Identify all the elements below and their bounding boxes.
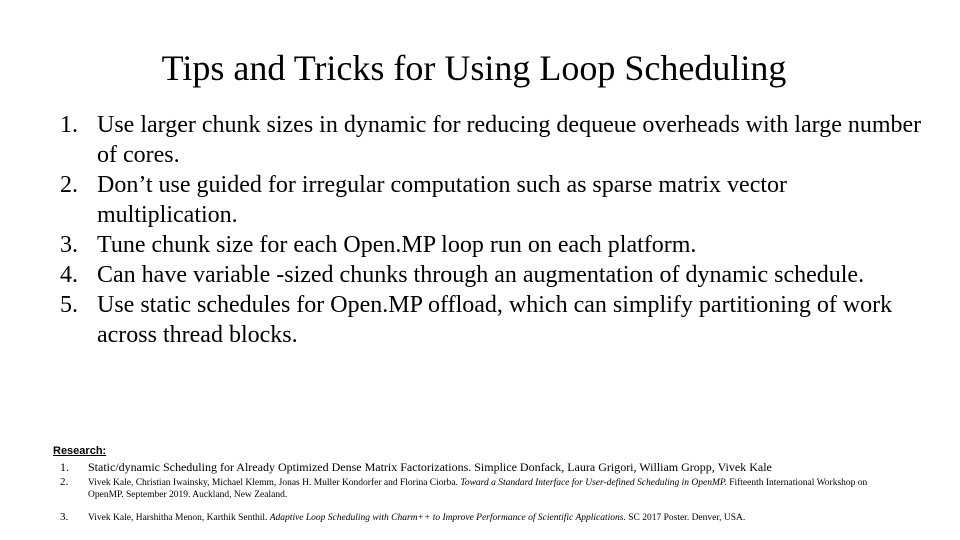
- reference-authors: Vivek Kale, Harshitha Menon, Karthik Senthil.: [88, 513, 270, 523]
- research-heading: Research:: [53, 445, 107, 457]
- reference-number: 1.: [60, 460, 69, 474]
- reference-number: 3.: [60, 511, 69, 523]
- reference-authors: Vivek Kale, Christian Iwainsky, Michael Klemm, Jonas H. Muller Kondorfer and Florina Ciorba.: [88, 478, 461, 488]
- reference-venue: Fifteenth International Workshop on OpenMP. September 2019. Auckland, New Zealand.: [88, 478, 868, 500]
- tips-list: [60, 110, 930, 350]
- list-item: [60, 290, 930, 350]
- list-item-text: Don’t use guided for irregular computation such as sparse matrix vector multiplication.: [97, 172, 788, 228]
- list-item-text: Use larger chunk sizes in dynamic for reducing dequeue overheads with large number of cores.: [97, 112, 922, 168]
- list-item: [60, 260, 930, 290]
- reference-item: [60, 460, 900, 475]
- list-item: [60, 110, 930, 170]
- list-item-text: Can have variable -sized chunks through an augmentation of dynamic schedule.: [97, 262, 865, 288]
- list-item: [60, 230, 930, 260]
- references-list: [60, 460, 900, 525]
- reference-number: 2.: [60, 476, 69, 488]
- list-item-text: Use static schedules for Open.MP offload, which can simplify partitioning of work across thread blocks.: [97, 292, 893, 348]
- reference-item: [60, 510, 900, 525]
- list-item-number: 5.: [60, 292, 78, 318]
- reference-item: [60, 475, 900, 501]
- reference-title: Toward a Standard Interface for User-defined Scheduling in OpenMP.: [460, 478, 727, 488]
- list-item-number: 1.: [60, 112, 78, 138]
- reference-text: [88, 510, 900, 525]
- list-item: [60, 170, 930, 230]
- list-item-number: 2.: [60, 172, 78, 198]
- list-item-text: Tune chunk size for each Open.MP loop run on each platform.: [97, 232, 697, 258]
- reference-text: Static/dynamic Scheduling for Already Optimized Dense Matrix Factorizations. Simplice Donfack, Laura Grigori, William Gropp, Vivek Kale: [88, 460, 772, 474]
- reference-venue: SC 2017 Poster. Denver, USA.: [625, 513, 746, 523]
- reference-title: Adaptive Loop Scheduling with Charm++ to Improve Performance of Scientific Applications.: [269, 513, 626, 523]
- slide-title: Tips and Tricks for Using Loop Scheduling: [161, 48, 787, 88]
- reference-text: [88, 475, 900, 501]
- list-item-number: 4.: [60, 262, 78, 288]
- list-item-number: 3.: [60, 232, 78, 258]
